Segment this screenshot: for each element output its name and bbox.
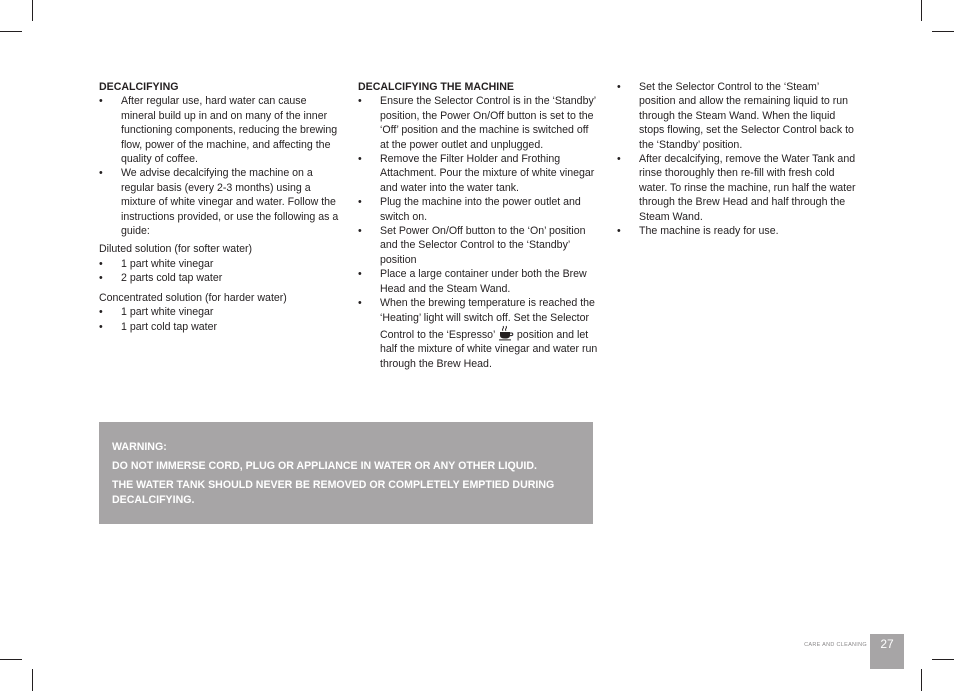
list-item: • 2 parts cold tap water: [99, 272, 223, 285]
bullet: •: [99, 272, 103, 285]
list-item: • Place a large container under both the Brew Head and the Steam Wand.: [358, 268, 587, 295]
diluted-solution-label: Diluted solution (for softer water): [99, 243, 253, 256]
warning-line: THE WATER TANK SHOULD NEVER BE REMOVED OR COMPLETELY EMPTIED DURING DECALCIFYING.: [112, 479, 555, 506]
concentrated-list: [99, 305, 339, 334]
list-item: • Set Power On/Off button to the ‘On’ position and the Selector Control to the ‘Standby’ position: [358, 225, 586, 266]
list-item: • 1 part cold tap water: [99, 320, 217, 333]
bullet: •: [99, 167, 103, 180]
column-decalcifying-machine: [358, 80, 598, 371]
concentrated-solution-label: Concentrated solution (for harder water): [99, 291, 287, 304]
bullet: •: [358, 268, 362, 281]
crop-mark: [932, 659, 954, 660]
crop-mark: [921, 669, 922, 691]
bullet: •: [358, 196, 362, 209]
bullet: •: [99, 257, 103, 270]
bullet: •: [358, 225, 362, 238]
list-item: • The machine is ready for use.: [617, 225, 779, 238]
bullet: •: [617, 81, 621, 93]
column-continued-steps: [617, 80, 857, 238]
list-item: • Plug the machine into the power outlet and switch on.: [358, 196, 581, 223]
crop-mark: [921, 0, 922, 21]
diluted-list: [99, 257, 339, 286]
bullet: •: [99, 95, 103, 108]
bullet: •: [617, 225, 621, 238]
section-heading: DECALCIFYING: [99, 81, 179, 93]
warning-line: DO NOT IMMERSE CORD, PLUG OR APPLIANCE IN WATER OR ANY OTHER LIQUID.: [112, 460, 537, 472]
list-item: • Ensure the Selector Control is in the ‘Standby’ position, the Power On/Off button is set to the ‘Off’ position and the machine is switched off at the power outlet and unplugged.: [358, 95, 596, 151]
list-item: • After regular use, hard water can cause mineral build up in and on many of the inner functioning components, reducing the brewing flow, power of the machine, and affecting the quality of coffee.: [99, 95, 338, 166]
intro-list: [99, 94, 339, 238]
section-heading: DECALCIFYING THE MACHINE: [358, 81, 514, 93]
list-item: • When the brewing temperature is reached the ‘Heating’ light will switch off. Set the Selector Control to the ‘Espresso’ position and let half the mixture of white vinegar and water run through the Brew Head.: [358, 297, 598, 370]
page-number: 27: [870, 634, 904, 669]
bullet: •: [99, 306, 103, 319]
list-item: • Remove the Filter Holder and Frothing Attachment. Pour the mixture of white vinegar and water into the water tank.: [358, 153, 595, 194]
list-item: • After decalcifying, remove the Water Tank and rinse thoroughly then re-fill with fresh cold water. To rinse the machine, run half the water through the Brew Head and half through the Steam Wand.: [617, 153, 856, 223]
bullet: •: [358, 297, 362, 310]
espresso-cup-icon: [498, 325, 514, 341]
crop-mark: [0, 659, 22, 660]
steps-list: [358, 94, 598, 371]
bullet: •: [99, 320, 103, 333]
crop-mark: [932, 31, 954, 32]
bullet: •: [358, 153, 362, 166]
list-item: • We advise decalcifying the machine on a regular basis (every 2-3 months) using a mixture of white vinegar and water. Follow the instructions provided, or use the following as a guide:: [99, 167, 339, 238]
warning-panel: [99, 422, 593, 524]
column-decalcifying: [99, 80, 339, 334]
warning-title: WARNING:: [112, 441, 167, 453]
bullet: •: [617, 153, 621, 166]
steps-list: [617, 80, 857, 238]
list-item: • 1 part white vinegar: [99, 257, 214, 270]
list-item: • Set the Selector Control to the ‘Steam’ position and allow the remaining liquid to run through the Steam Wand. When the liquid stops flowing, set the Selector Control back to the ‘Standby’ position.: [617, 81, 854, 151]
crop-mark: [0, 31, 22, 32]
crop-mark: [32, 0, 33, 21]
crop-mark: [32, 669, 33, 691]
footer-section-label: CARE AND CLEANING: [804, 642, 867, 648]
bullet: •: [358, 95, 362, 108]
list-item: • 1 part white vinegar: [99, 306, 214, 319]
